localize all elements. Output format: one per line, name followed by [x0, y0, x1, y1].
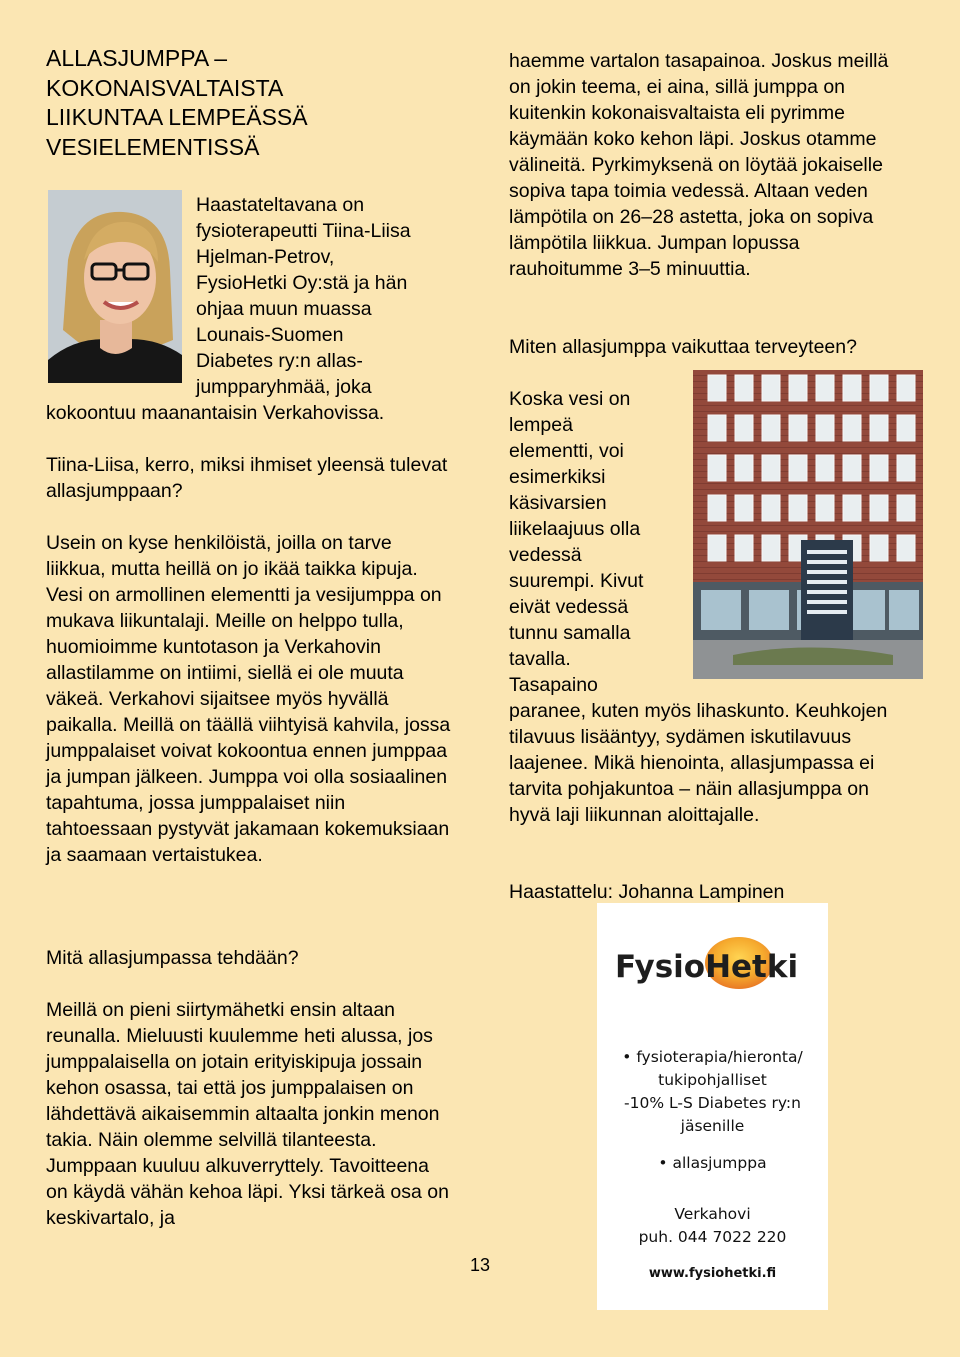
intro-line: Lounais-Suomen [196, 324, 344, 346]
question-heading: Tiina-Liisa, kerro, miksi ihmiset yleensä tulevat allasjumppaan? [46, 454, 448, 502]
intro-line: Haastateltavana on [196, 194, 365, 216]
title-line: VESIELEMENTISSÄ [46, 133, 260, 160]
ad-discount-line: -10% L-S Diabetes ry:n [624, 1094, 801, 1112]
answer-line: vedessä [509, 544, 582, 566]
intro-line: Diabetes ry:n allas- [196, 350, 363, 372]
logo-text: FysioHetki [615, 949, 799, 985]
intro-line: jumpparyhmää, joka [196, 376, 372, 398]
answer-line: tavalla. [509, 648, 571, 670]
question-heading: Miten allasjumppa vaikuttaa terveyteen? [509, 336, 857, 358]
answer-line: Koska vesi on [509, 388, 631, 410]
page-number: 13 [470, 1255, 491, 1275]
answer-line: lempeä [509, 414, 573, 436]
interview-credit: Haastattelu: Johanna Lampinen [509, 881, 785, 903]
ad-service-line: • fysioterapia/hieronta/ [622, 1048, 803, 1066]
ad-location: Verkahovi [674, 1205, 751, 1223]
article-title [46, 44, 466, 162]
fysiohetki-logo [611, 937, 816, 997]
ad-phone: puh. 044 7022 220 [638, 1228, 787, 1246]
answer-line: tunnu samalla [509, 622, 631, 644]
intro-line: ohjaa muun muassa [196, 298, 372, 320]
fysiohetki-advertisement [597, 903, 828, 1310]
ad-website-link[interactable]: www.fysiohetki.fi [648, 1266, 777, 1281]
ad-discount-line: jäsenille [680, 1117, 745, 1135]
answer-line: elementti, voi [509, 440, 624, 462]
intro-last-line: kokoontuu maanantaisin Verkahovissa. [46, 402, 385, 424]
title-line: LIIKUNTAA LEMPEÄSSÄ [46, 104, 308, 130]
answer-line: Tasapaino [509, 674, 598, 696]
title-line: ALLASJUMPPA – [46, 45, 228, 71]
answer3-narrow [509, 386, 689, 698]
question-heading: Mitä allasjumpassa tehdään? [46, 947, 299, 969]
answer-paragraph: Meillä on pieni siirtymähetki ensin altaan reunalla. Mieluusti kuulemme heti alussa, jos jumppalaisella on jotain erityiskipuja jossain kehon osassa, tai että jos jumppalaisen on lähdettävä aikaisemmin altaalta jonkin menon takia. Näin olemme selvillä tilanteesta. Jumppaan kuuluu alkuverryttely. Tavoitteena on käydä vähän kehoa läpi. Yksi tärkeä osa on keskivartalo, ja [46, 999, 449, 1229]
portrait-photo [48, 190, 182, 383]
intro-line: fysioterapeutti Tiina-Liisa [196, 220, 411, 242]
answer-line: suurempi. Kivut [509, 570, 644, 592]
intro-block [196, 192, 466, 400]
answer-paragraph: paranee, kuten myös lihaskunto. Keuhkojen tilavuus lisääntyy, sydämen iskutilavuus laajenee. Mikä hienointa, allasjumpassa ei tarvita pohjakuntoa – näin allasjumppa on hyvä laji liikunnan aloittajalle. [509, 700, 888, 826]
answer-line: käsivarsien [509, 492, 607, 514]
answer-line: eivät vedessä [509, 596, 629, 618]
answer-paragraph: Usein on kyse henkilöistä, joilla on tarve liikkua, mutta heillä on jo ikää taikka kipuja. Vesi on armollinen elementti ja vesijumppa on mukava liikuntalaji. Meille on helppo tulla, huomioimme kuntotason ja Verkahovin allastilamme on intiimi, siellä ei ole muuta väkeä. Verkahovi sijaitsee myös hyvällä paikalla. Meillä on täällä viihtyisä kahvila, jossa jumppalaiset voivat kokoontua ennen jumppaa ja jumpan jälkeen. Jumppa voi olla sosiaalinen tapahtuma, jossa jumppalaiset niin tahtoessaan pystyvät jakamaan kokemuksiaan ja saamaan vertaistukea. [46, 532, 451, 866]
ad-service-line: tukipohjalliset [658, 1071, 767, 1089]
title-line: KOKONAISVALTAISTA [46, 74, 284, 101]
intro-line: FysioHetki Oy:stä ja hän [196, 272, 408, 294]
answer-continuation: haemme vartalon tasapainoa. Joskus meillä on jokin teema, ei aina, sillä jumppa on kuitenkin kokonaisvaltaista eli pyrimme käymään koko kehon läpi. Joskus otamme välineitä. Pyrkimyksenä on löytää jokaiselle sopiva tapa toimia vedessä. Altaan veden lämpötila on 26–28 astetta, joka on sopiva lämpötila liikkua. Jumpan lopussa rauhoitumme 3–5 minuuttia. [509, 50, 889, 280]
ad-service-line: • allasjumppa [658, 1154, 767, 1172]
answer-line: esimerkiksi [509, 466, 606, 488]
building-photo [693, 370, 923, 679]
intro-line: Hjelman-Petrov, [196, 246, 335, 268]
answer-line: liikelaajuus olla [509, 518, 641, 540]
